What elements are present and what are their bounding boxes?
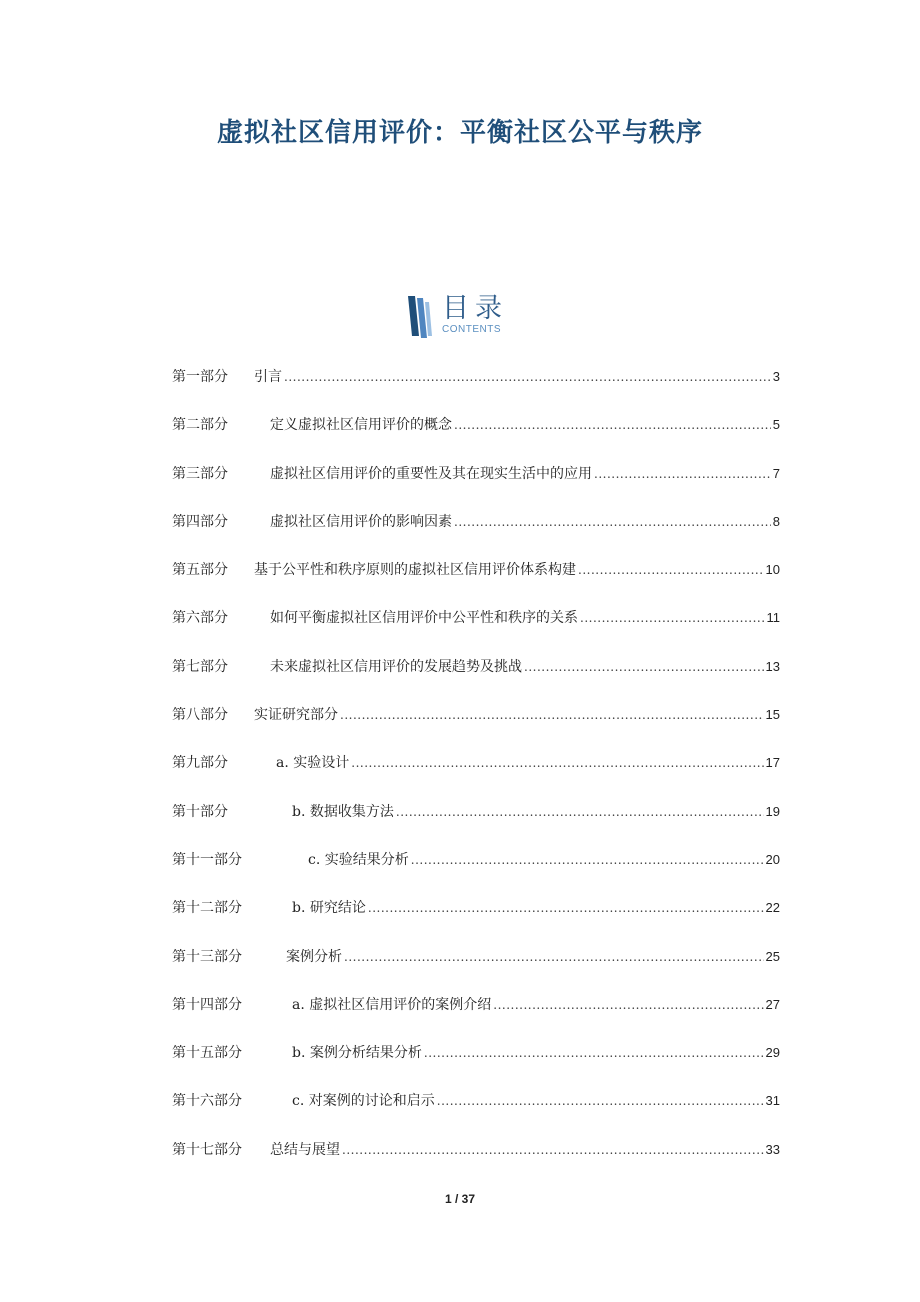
toc-entry[interactable] [172,559,780,607]
toc-entry-title: 引言 [254,369,282,385]
toc-entry-page: 13 [765,658,780,674]
toc-entry-part: 第九部分 [172,755,228,772]
toc-heading [406,294,526,340]
toc-entry-leader [368,897,764,919]
toc-entry[interactable] [172,849,780,897]
toc-entry-title: b. 案例分析结果分析 [292,1045,422,1062]
toc-entry[interactable] [172,366,780,414]
toc-entry[interactable] [172,994,780,1042]
toc-heading-title: 目录 [442,293,508,324]
toc-entry[interactable] [172,463,780,511]
toc-entry-part: 第十六部分 [172,1093,242,1110]
toc-entry-page: 5 [772,417,780,433]
toc-list [172,366,780,1187]
toc-entry-page: 27 [765,996,780,1012]
toc-entry-title: 虚拟社区信用评价的影响因素 [270,513,452,530]
toc-entry-title: a. 虚拟社区信用评价的案例介绍 [292,996,492,1013]
toc-entry[interactable] [172,946,780,994]
toc-entry-title: 案例分析 [286,948,342,965]
toc-entry-leader [524,656,764,678]
toc-entry-part: 第十三部分 [172,948,242,965]
toc-entry[interactable] [172,1042,780,1090]
toc-entry-page: 11 [766,610,780,626]
toc-entry-page: 10 [765,562,780,578]
toc-heading-subtitle: CONTENTS [442,324,501,335]
toc-entry-title: 如何平衡虚拟社区信用评价中公平性和秩序的关系 [270,610,578,627]
toc-entry-part: 第四部分 [172,513,228,530]
toc-entry-leader [411,849,764,871]
toc-entry-leader [342,1139,764,1161]
toc-entry[interactable] [172,511,780,559]
toc-entry-leader [580,607,765,629]
toc-entry-page: 19 [765,803,780,819]
toc-entry[interactable] [172,414,780,462]
toc-entry-title: 实证研究部分 [254,707,338,724]
toc-entry-page: 25 [765,948,780,964]
toc-entry-title: b. 研究结论 [292,900,366,917]
toc-entry[interactable] [172,1090,780,1138]
toc-entry-title: a. 实验设计 [276,755,350,772]
document-title: 虚拟社区信用评价：平衡社区公平与秩序 [216,118,703,148]
toc-entry-leader [594,463,771,485]
toc-entry-page: 29 [765,1045,780,1061]
toc-entry-leader [493,994,763,1016]
toc-entry-page: 15 [765,707,780,723]
toc-entry-part: 第十五部分 [172,1045,242,1062]
toc-entry-part: 第一部分 [172,369,228,385]
toc-entry-title: 总结与展望 [270,1141,340,1158]
toc-entry-title: 定义虚拟社区信用评价的概念 [270,417,452,434]
toc-entry-title: b. 数据收集方法 [292,803,394,820]
toc-entry-part: 第十七部分 [172,1141,242,1158]
page-number: 1 / 37 [444,1192,476,1206]
toc-entry-leader [437,1090,764,1112]
toc-entry-part: 第十四部分 [172,996,242,1013]
toc-entry-leader [396,801,764,823]
toc-entry-part: 第十部分 [172,803,228,820]
toc-entry-part: 第六部分 [172,610,228,627]
toc-entry-page: 33 [765,1141,780,1157]
toc-entry-page: 22 [765,900,780,916]
toc-entry-part: 第三部分 [172,465,228,482]
contents-book-icon [406,296,432,338]
toc-entry-title: 基于公平性和秩序原则的虚拟社区信用评价体系构建 [254,562,576,579]
toc-entry-title: 未来虚拟社区信用评价的发展趋势及挑战 [270,658,522,675]
toc-entry-part: 第十二部分 [172,900,242,917]
toc-entry-part: 第八部分 [172,707,228,724]
toc-entry-title: c. 对案例的讨论和启示 [292,1093,435,1110]
toc-entry[interactable] [172,607,780,655]
toc-entry-leader [454,414,771,436]
toc-entry-title: c. 实验结果分析 [308,851,409,868]
toc-entry-page: 8 [772,513,780,529]
toc-entry-part: 第七部分 [172,658,228,675]
toc-entry-part: 第五部分 [172,562,228,579]
toc-entry-title: 虚拟社区信用评价的重要性及其在现实生活中的应用 [270,465,592,482]
toc-entry-page: 31 [765,1093,780,1109]
toc-entry[interactable] [172,704,780,752]
toc-entry[interactable] [172,752,780,800]
toc-entry[interactable] [172,801,780,849]
toc-entry-leader [340,704,764,726]
toc-entry-leader [344,946,764,968]
toc-entry-page: 3 [772,369,780,384]
toc-entry[interactable] [172,1139,780,1187]
toc-entry[interactable] [172,897,780,945]
toc-entry-part: 第二部分 [172,417,228,434]
toc-entry-page: 17 [765,755,780,771]
toc-entry-part: 第十一部分 [172,851,242,868]
toc-entry-leader [578,559,764,581]
toc-entry-leader [351,752,763,774]
toc-entry[interactable] [172,656,780,704]
toc-entry-leader [284,366,771,388]
toc-entry-page: 20 [765,851,780,867]
toc-entry-leader [424,1042,764,1064]
toc-entry-page: 7 [772,465,780,481]
toc-entry-leader [454,511,771,533]
